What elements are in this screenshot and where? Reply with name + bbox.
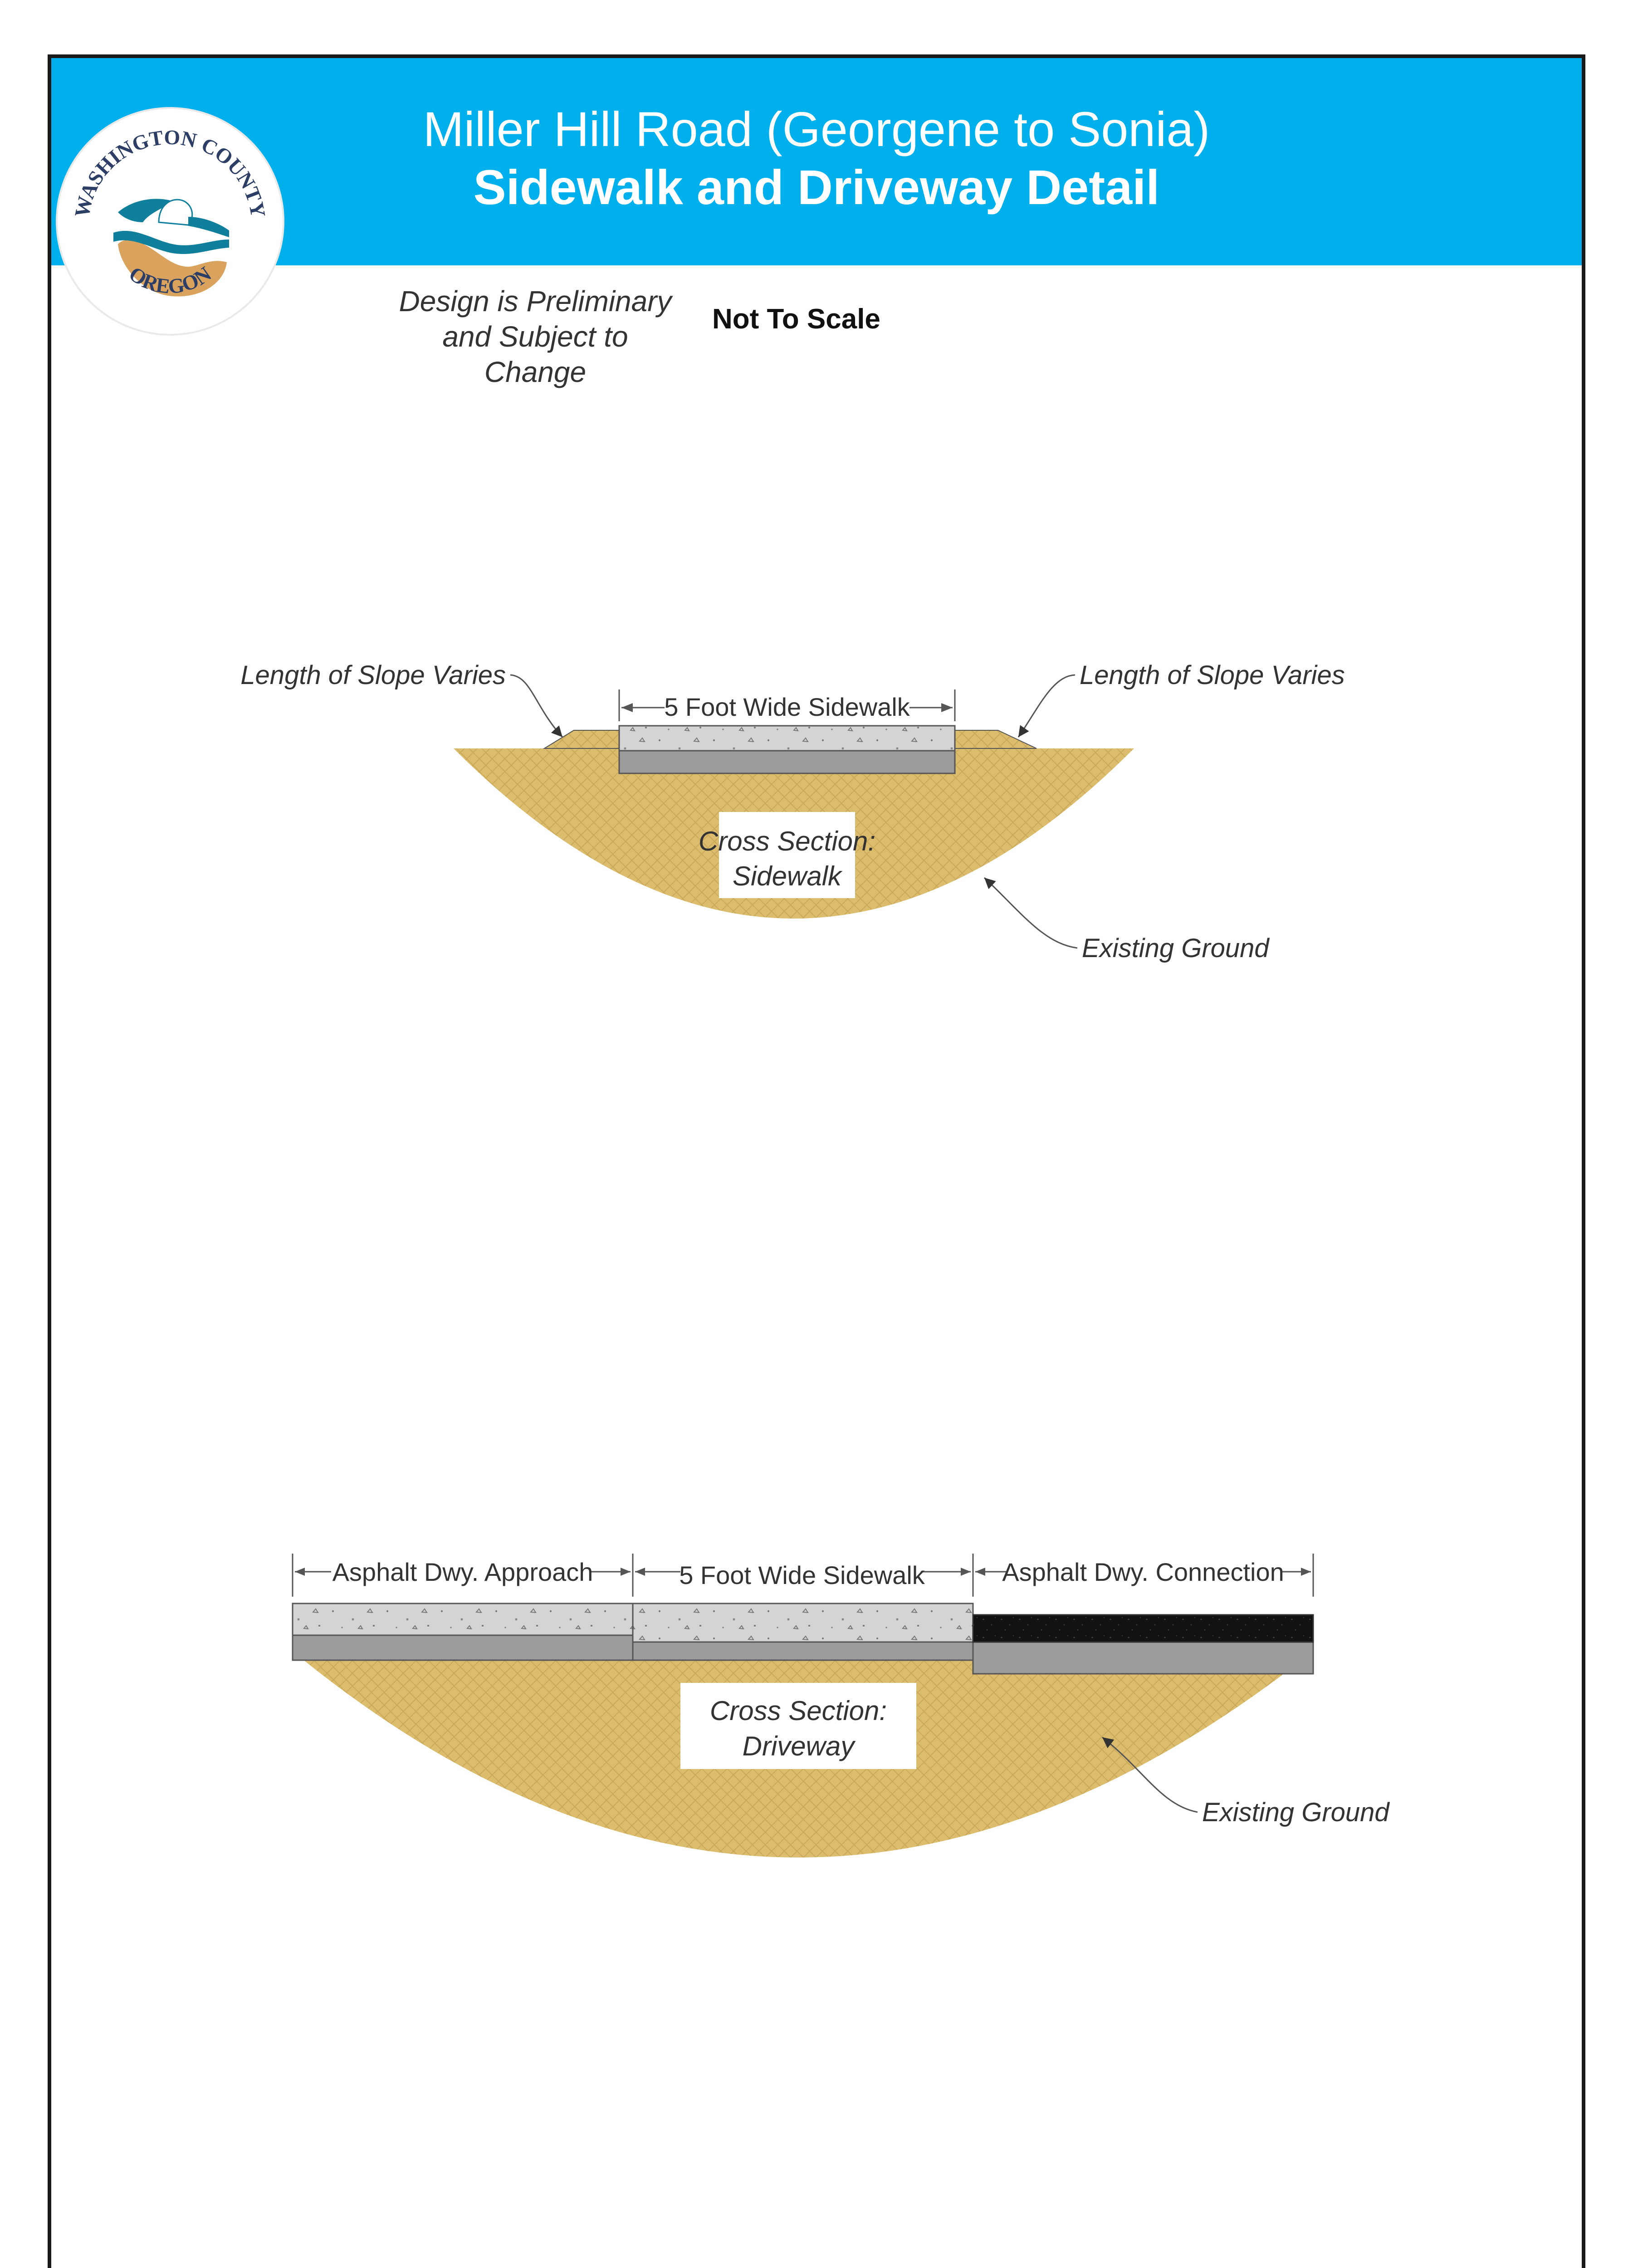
sidewalk-cross-section xyxy=(240,660,1345,963)
project-title: Miller Hill Road (Georgene to Sonia) xyxy=(423,102,1210,156)
preliminary-note-line2: and Subject to Change xyxy=(442,320,628,388)
approach-concrete xyxy=(293,1603,633,1635)
svg-text:WASHINGTON COUNTY: WASHINGTON COUNTY xyxy=(70,125,270,220)
sidewalk-dimension-label: 5 Foot Wide Sidewalk xyxy=(664,693,910,721)
approach-base xyxy=(293,1635,633,1660)
left-slope-fill xyxy=(544,730,619,748)
sidewalk-title-line2: Sidewalk xyxy=(732,861,842,891)
connection-dimension-label: Asphalt Dwy. Connection xyxy=(1002,1558,1284,1586)
right-slope-fill xyxy=(955,730,1037,748)
sidewalk-base xyxy=(619,751,955,773)
driveway-sidewalk-base xyxy=(633,1642,973,1660)
sidewalk-title-line1: Cross Section: xyxy=(698,826,876,856)
driveway-sidewalk-dimension-label: 5 Foot Wide Sidewalk xyxy=(679,1561,925,1589)
driveway-sidewalk-concrete xyxy=(633,1603,973,1642)
left-slope-callout: Length of Slope Varies xyxy=(240,660,506,690)
driveway-title-line2: Driveway xyxy=(742,1731,855,1761)
sidewalk-concrete xyxy=(619,726,955,751)
preliminary-note-line1: Design is Preliminary xyxy=(399,285,672,318)
sidewalk-ground-callout: Existing Ground xyxy=(1082,934,1269,963)
driveway-title-line1: Cross Section: xyxy=(709,1696,887,1726)
svg-text:OREGON: OREGON xyxy=(125,262,215,298)
asphalt-connection-base xyxy=(973,1642,1313,1674)
approach-dimension-label: Asphalt Dwy. Approach xyxy=(332,1558,593,1586)
driveway-cross-section xyxy=(293,1554,1390,1857)
right-slope-callout: Length of Slope Varies xyxy=(1080,660,1345,690)
driveway-ground-callout: Existing Ground xyxy=(1202,1798,1389,1827)
scale-note: Not To Scale xyxy=(712,303,880,335)
sheet-title: Sidewalk and Driveway Detail xyxy=(473,160,1160,215)
